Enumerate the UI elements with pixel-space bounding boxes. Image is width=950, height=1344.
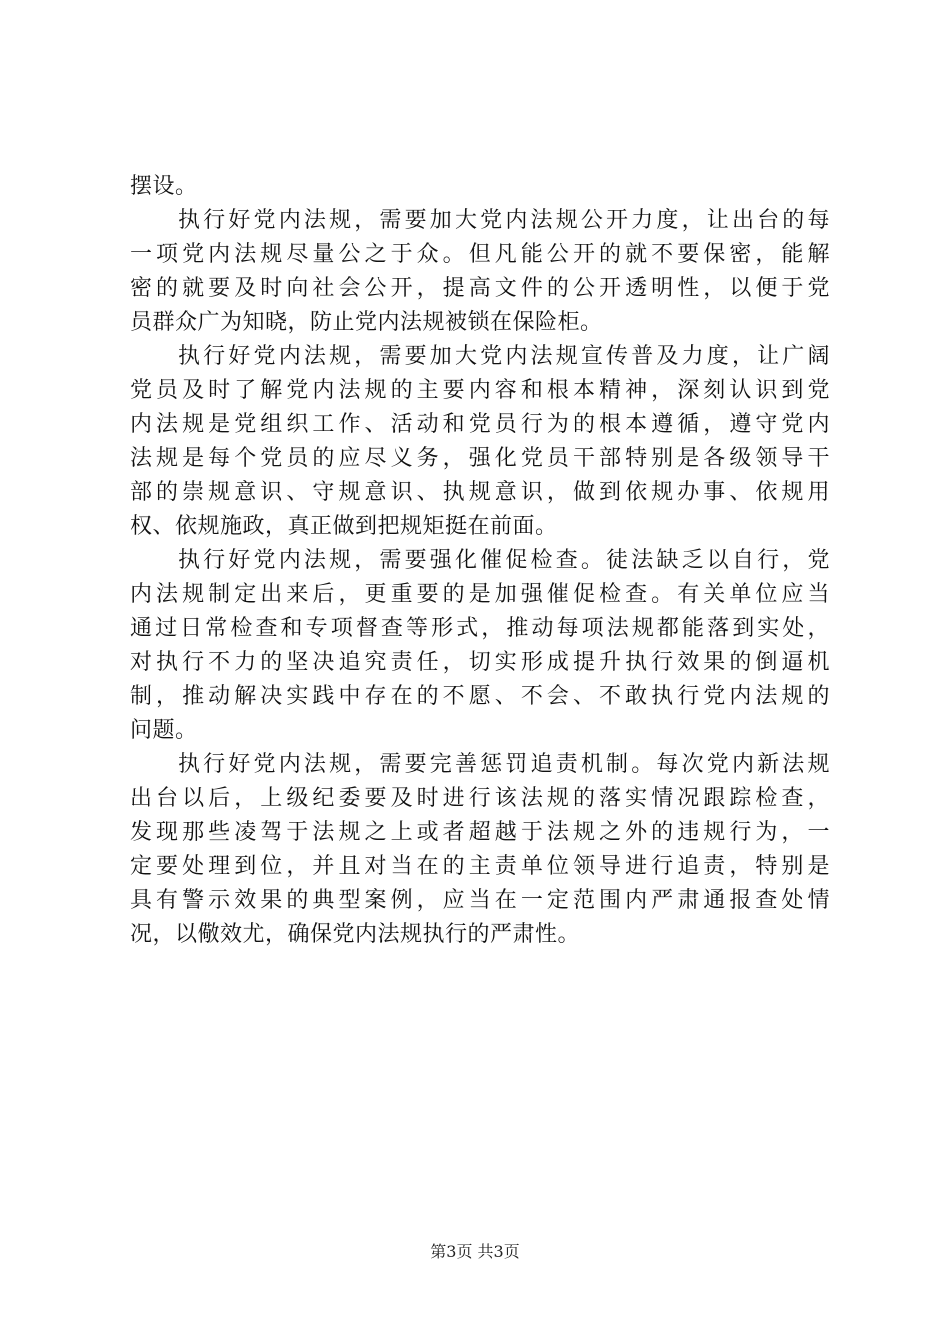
text-line: 具有警示效果的典型案例，应当在一定范围内严肃通报查处情 <box>130 888 830 913</box>
text-line: 摆设。 <box>130 174 198 199</box>
body-text <box>130 170 830 952</box>
text-line: 一项党内法规尽量公之于众。但凡能公开的就不要保密，能解 <box>130 242 830 267</box>
text-line: 员群众广为知晓，防止党内法规被锁在保险柜。 <box>130 310 603 335</box>
paragraph-first-line: 执行好党内法规，需要完善惩罚追责机制。每次党内新法规 <box>178 752 830 777</box>
text-line: 况，以儆效尤，确保党内法规执行的严肃性。 <box>130 922 581 947</box>
text-line: 对执行不力的坚决追究责任，切实形成提升执行效果的倒逼机 <box>130 650 830 675</box>
text-line: 出台以后，上级纪委要及时进行该法规的落实情况跟踪检查， <box>130 786 830 811</box>
text-line: 问题。 <box>130 718 198 743</box>
text-line: 内法规是党组织工作、活动和党员行为的根本遵循，遵守党内 <box>130 412 830 437</box>
text-line: 法规是每个党员的应尽义务，强化党员干部特别是各级领导干 <box>130 446 830 471</box>
page-number: 第3页 共3页 <box>430 1242 520 1261</box>
text-line: 通过日常检查和专项督查等形式，推动每项法规都能落到实处， <box>130 616 830 641</box>
text-line: 发现那些凌驾于法规之上或者超越于法规之外的违规行为，一 <box>130 820 830 845</box>
text-line: 密的就要及时向社会公开，提高文件的公开透明性，以便于党 <box>130 276 830 301</box>
page-footer <box>0 1240 950 1264</box>
paragraph-first-line: 执行好党内法规，需要加大党内法规宣传普及力度，让广阔 <box>178 344 830 369</box>
text-line: 部的崇规意识、守规意识、执规意识，做到依规办事、依规用 <box>130 480 830 505</box>
text-line: 制，推动解决实践中存在的不愿、不会、不敢执行党内法规的 <box>130 684 830 709</box>
paragraph-first-line: 执行好党内法规，需要加大党内法规公开力度，让出台的每 <box>178 208 830 233</box>
paragraph-first-line: 执行好党内法规，需要强化催促检查。徒法缺乏以自行，党 <box>178 548 830 573</box>
text-line: 党员及时了解党内法规的主要内容和根本精神，深刻认识到党 <box>130 378 830 403</box>
text-line: 内法规制定出来后，更重要的是加强催促检查。有关单位应当 <box>130 582 830 607</box>
text-line: 定要处理到位，并且对当在的主责单位领导进行追责，特别是 <box>130 854 830 879</box>
text-line: 权、依规施政，真正做到把规矩挺在前面。 <box>130 514 558 539</box>
